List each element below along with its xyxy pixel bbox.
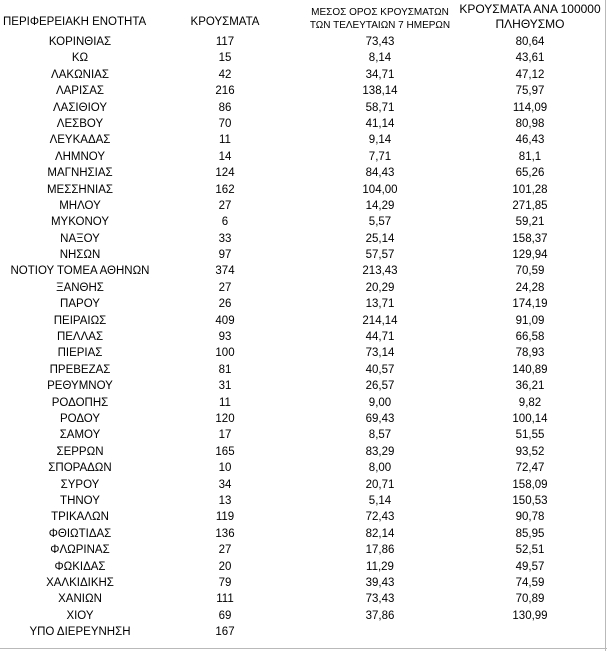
cell-per-100k: 91,09 — [515, 314, 545, 327]
cell-cases: 69 — [218, 609, 232, 622]
cell-region: ΣΠΟΡΑΔΩΝ — [48, 462, 112, 475]
cell-avg: 214,14 — [362, 314, 398, 327]
cell-avg: 40,57 — [365, 363, 395, 376]
table-row — [0, 50, 607, 66]
cell-region: ΠΕΛΛΑΣ — [56, 331, 104, 344]
cell-avg: 83,29 — [365, 445, 395, 458]
cell-region: ΛΑΚΩΝΙΑΣ — [51, 68, 109, 81]
table-row — [0, 149, 607, 165]
cell-per-100k: 70,89 — [515, 593, 545, 606]
cell-cases: 111 — [216, 593, 234, 606]
cell-avg: 8,00 — [368, 462, 392, 475]
cell-avg: 73,14 — [365, 347, 395, 360]
cell-per-100k: 81,1 — [518, 150, 542, 163]
table-row — [0, 132, 607, 148]
table-row — [0, 591, 607, 607]
cell-avg: 9,14 — [368, 134, 392, 147]
cell-region: ΛΕΥΚΑΔΑΣ — [49, 134, 111, 147]
cell-avg: 11,29 — [366, 560, 394, 573]
header-cases: ΚΡΟΥΣΜΑΤΑ — [190, 16, 260, 28]
header-region: ΠΕΡΙΦΕΡΕΙΑΚΗ ΕΝΟΤΗΤΑ — [3, 16, 147, 28]
cell-avg: 73,43 — [365, 36, 395, 48]
cell-per-100k: 46,43 — [515, 134, 545, 147]
cell-cases: 33 — [218, 232, 232, 245]
cell-per-100k: 36,21 — [515, 380, 545, 393]
table-row — [0, 460, 607, 476]
cell-region: ΚΟΡΙΝΘΙΑΣ — [48, 36, 112, 48]
cell-per-100k: 9,82 — [518, 396, 542, 409]
cell-cases: 97 — [218, 249, 232, 262]
cell-region: ΜΗΛΟΥ — [59, 199, 101, 212]
cell-avg: 17,86 — [365, 544, 395, 557]
table-row — [0, 313, 607, 329]
cell-cases: 70 — [218, 117, 232, 130]
cell-avg: 5,14 — [368, 494, 392, 507]
cell-region: ΜΥΚΟΝΟΥ — [50, 216, 110, 229]
table-row — [0, 296, 607, 312]
cell-region: ΛΑΡΙΣΑΣ — [55, 85, 105, 98]
cell-per-100k: 129,94 — [512, 249, 548, 262]
cell-avg: 213,43 — [362, 265, 398, 278]
cell-cases: 120 — [215, 412, 235, 425]
cell-cases: 13 — [218, 494, 232, 507]
cell-cases: 31 — [218, 380, 232, 393]
cell-per-100k: 150,53 — [512, 494, 548, 507]
cell-avg: 37,86 — [365, 609, 395, 622]
cell-per-100k: 78,93 — [515, 347, 545, 360]
table-row — [0, 83, 607, 99]
table-row — [0, 559, 607, 575]
header-avg — [300, 6, 460, 32]
table-row — [0, 624, 607, 640]
cell-avg: 34,71 — [365, 68, 395, 81]
table-row — [0, 198, 607, 214]
table-row — [0, 427, 607, 443]
table-bottom-border — [0, 648, 607, 649]
cell-avg: 72,43 — [365, 511, 395, 524]
cell-cases: 34 — [218, 478, 232, 491]
cell-avg: 8,14 — [368, 52, 392, 65]
cell-cases: 93 — [218, 331, 232, 344]
cell-avg: 44,71 — [365, 331, 395, 344]
cell-cases: 17 — [218, 429, 232, 442]
cell-per-100k: 74,59 — [515, 576, 545, 589]
cell-per-100k: 24,28 — [515, 281, 545, 294]
table-row — [0, 526, 607, 542]
cell-avg: 9,00 — [368, 396, 392, 409]
table-row — [0, 493, 607, 509]
cell-per-100k: 47,12 — [515, 68, 545, 81]
cell-cases: 117 — [215, 36, 235, 48]
cell-avg: 82,14 — [365, 527, 395, 540]
table-body — [0, 34, 607, 640]
cell-avg: 26,57 — [365, 380, 395, 393]
cell-region: ΧΙΟΥ — [66, 609, 94, 622]
cell-region: ΠΡΕΒΕΖΑΣ — [49, 363, 111, 376]
cell-per-100k: 93,52 — [515, 445, 545, 458]
cell-per-100k: 80,64 — [515, 36, 545, 48]
cell-cases: 86 — [218, 101, 232, 114]
cell-avg: 7,71 — [368, 150, 392, 163]
cell-per-100k: 90,78 — [515, 511, 545, 524]
cell-cases: 26 — [218, 298, 232, 311]
header-per-100k — [455, 2, 605, 32]
cell-region: ΡΟΔΟΠΗΣ — [51, 396, 109, 409]
cell-per-100k: 75,97 — [515, 85, 545, 98]
table-row — [0, 263, 607, 279]
cell-cases: 167 — [215, 626, 235, 639]
cell-region: ΧΑΝΙΩΝ — [58, 593, 102, 606]
cell-cases: 10 — [218, 462, 232, 475]
cell-region: ΦΘΙΩΤΙΔΑΣ — [48, 527, 112, 540]
cell-region: ΠΙΕΡΙΑΣ — [57, 347, 103, 360]
cell-region: ΣΑΜΟΥ — [59, 429, 101, 442]
cell-per-100k: 114,09 — [512, 101, 548, 114]
cell-region: ΛΕΣΒΟΥ — [56, 117, 104, 130]
cell-cases: 6 — [221, 216, 229, 229]
table-row — [0, 509, 607, 525]
cell-cases: 15 — [218, 52, 232, 65]
table-row — [0, 280, 607, 296]
cell-avg: 41,14 — [365, 117, 395, 130]
table-row — [0, 165, 607, 181]
cell-avg: 58,71 — [365, 101, 395, 114]
cell-region: ΜΕΣΣΗΝΙΑΣ — [46, 183, 114, 196]
cell-region: ΛΑΣΙΘΙΟΥ — [52, 101, 108, 114]
table-row — [0, 116, 607, 132]
cell-region: ΤΡΙΚΑΛΩΝ — [51, 511, 109, 524]
table-row — [0, 444, 607, 460]
cell-cases: 11 — [219, 396, 231, 409]
cell-per-100k: 70,59 — [515, 265, 545, 278]
cell-region: ΝΗΣΩΝ — [59, 249, 101, 262]
cell-avg: 138,14 — [362, 85, 398, 98]
table-row — [0, 247, 607, 263]
cell-per-100k: 140,89 — [512, 363, 548, 376]
cell-per-100k: 80,98 — [515, 117, 545, 130]
cell-cases: 119 — [215, 511, 235, 524]
cell-cases: 100 — [215, 347, 235, 360]
cell-cases: 11 — [219, 134, 231, 147]
cell-avg: 13,71 — [365, 298, 395, 311]
cell-per-100k: 101,28 — [512, 183, 548, 196]
cell-region: ΡΟΔΟΥ — [59, 412, 101, 425]
table-row — [0, 608, 607, 624]
cell-region: ΝΟΤΙΟΥ ΤΟΜΕΑ ΑΘΗΝΩΝ — [10, 265, 150, 278]
cell-avg: 73,43 — [365, 593, 395, 606]
cell-avg: 104,00 — [362, 183, 398, 196]
table-row — [0, 362, 607, 378]
cell-cases: 409 — [215, 314, 235, 327]
cell-cases: 81 — [218, 363, 232, 376]
table-row — [0, 395, 607, 411]
cell-avg: 39,43 — [365, 576, 395, 589]
cell-per-100k: 130,99 — [512, 609, 548, 622]
cell-avg: 25,14 — [365, 232, 395, 245]
cell-cases: 20 — [218, 560, 232, 573]
cell-region: ΜΑΓΝΗΣΙΑΣ — [47, 167, 113, 180]
cell-cases: 14 — [218, 150, 232, 163]
cell-cases: 27 — [218, 544, 232, 557]
cell-avg: 20,71 — [365, 478, 395, 491]
cell-region: ΝΑΞΟΥ — [60, 232, 100, 245]
cell-cases: 79 — [218, 576, 232, 589]
cell-avg: 69,43 — [365, 412, 395, 425]
table-row — [0, 100, 607, 116]
cell-per-100k: 49,57 — [515, 560, 545, 573]
cell-region: ΡΕΘΥΜΝΟΥ — [47, 380, 113, 393]
cell-per-100k: 158,37 — [512, 232, 548, 245]
cell-cases: 165 — [215, 445, 235, 458]
cell-cases: 124 — [215, 167, 235, 180]
cell-region: ΤΗΝΟΥ — [60, 494, 100, 507]
cell-region: ΦΩΚΙΔΑΣ — [54, 560, 106, 573]
cell-region: ΠΑΡΟΥ — [60, 298, 100, 311]
cell-region: ΚΩ — [71, 52, 89, 65]
cell-cases: 27 — [218, 281, 232, 294]
cell-per-100k: 158,09 — [512, 478, 548, 491]
cell-avg: 57,57 — [365, 249, 395, 262]
cell-cases: 136 — [215, 527, 235, 540]
cell-per-100k: 72,47 — [515, 462, 545, 475]
cell-region: ΣΕΡΡΩΝ — [56, 445, 104, 458]
cell-region: ΞΑΝΘΗΣ — [56, 281, 104, 294]
table-row — [0, 575, 607, 591]
cell-region: ΠΕΙΡΑΙΩΣ — [53, 314, 107, 327]
table-row — [0, 182, 607, 198]
cell-avg: 14,29 — [365, 199, 395, 212]
table-row — [0, 345, 607, 361]
cell-cases: 27 — [218, 199, 232, 212]
cell-region: ΦΛΩΡΙΝΑΣ — [50, 544, 110, 557]
cell-per-100k: 52,51 — [515, 544, 545, 557]
cell-per-100k: 51,55 — [515, 429, 545, 442]
cell-cases: 374 — [215, 265, 235, 278]
table-row — [0, 477, 607, 493]
table-row — [0, 378, 607, 394]
table-row — [0, 411, 607, 427]
cell-per-100k: 174,19 — [512, 298, 548, 311]
cell-region: ΥΠΟ ΔΙΕΡΕΥΝΗΣΗ — [29, 626, 131, 639]
table-row — [0, 231, 607, 247]
cell-cases: 162 — [215, 183, 235, 196]
cell-region: ΛΗΜΝΟΥ — [54, 150, 106, 163]
table-row — [0, 34, 607, 50]
cell-avg: 84,43 — [365, 167, 395, 180]
cell-per-100k: 85,95 — [515, 527, 545, 540]
header-per-line1: ΚΡΟΥΣΜΑΤΑ ΑΝΑ 100000 — [459, 2, 601, 16]
cell-per-100k: 65,26 — [515, 167, 545, 180]
cell-avg: 20,29 — [365, 281, 395, 294]
header-avg-line1: ΜΕΣΟΣ ΟΡΟΣ ΚΡΟΥΣΜΑΤΩΝ — [311, 7, 449, 18]
header-per-line2: ΠΛΗΘΥΣΜΟ — [495, 17, 565, 31]
cell-per-100k: 271,85 — [512, 199, 548, 212]
cell-cases: 216 — [215, 85, 235, 98]
header-avg-line2: ΤΩΝ ΤΕΛΕΥΤΑΙΩΝ 7 ΗΜΕΡΩΝ — [309, 20, 451, 31]
cell-per-100k: 43,61 — [515, 52, 545, 65]
cell-per-100k: 59,21 — [515, 216, 545, 229]
table-row — [0, 542, 607, 558]
table-row — [0, 214, 607, 230]
cell-region: ΧΑΛΚΙΔΙΚΗΣ — [46, 576, 114, 589]
table-row — [0, 67, 607, 83]
cell-cases: 42 — [218, 68, 232, 81]
cell-per-100k: 66,58 — [515, 331, 545, 344]
cell-per-100k: 100,14 — [512, 412, 548, 425]
cell-avg: 5,57 — [368, 216, 392, 229]
cell-region: ΣΥΡΟΥ — [60, 478, 100, 491]
cell-avg: 8,57 — [368, 429, 392, 442]
table-row — [0, 329, 607, 345]
